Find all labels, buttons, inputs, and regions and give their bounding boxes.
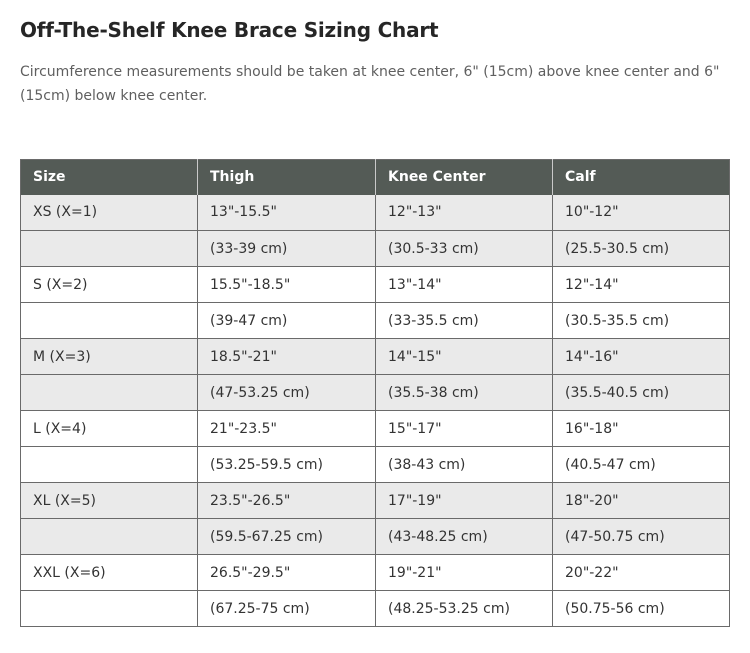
table-row	[21, 483, 730, 519]
cell-calf: (30.5-35.5 cm)	[553, 303, 730, 339]
cell-size: XS (X=1)	[21, 195, 198, 231]
cell-size	[21, 519, 198, 555]
cell-size: XXL (X=6)	[21, 555, 198, 591]
header-thigh: Thigh	[198, 160, 376, 195]
cell-thigh: (53.25-59.5 cm)	[198, 447, 376, 483]
cell-calf: 20"-22"	[553, 555, 730, 591]
cell-calf: 16"-18"	[553, 411, 730, 447]
table-row	[21, 339, 730, 375]
table-row	[21, 411, 730, 447]
cell-calf: (50.75-56 cm)	[553, 591, 730, 627]
cell-calf: (25.5-30.5 cm)	[553, 231, 730, 267]
cell-knee-center: (33-35.5 cm)	[376, 303, 553, 339]
cell-thigh: (33-39 cm)	[198, 231, 376, 267]
cell-size: XL (X=5)	[21, 483, 198, 519]
measurement-instructions: Circumference measurements should be taken at knee center, 6" (15cm) above knee center and 6" (15cm) below knee center.	[20, 64, 720, 104]
table-header-row	[21, 160, 730, 195]
table-row	[21, 519, 730, 555]
cell-calf: 12"-14"	[553, 267, 730, 303]
sizing-table	[20, 159, 730, 627]
cell-knee-center: 15"-17"	[376, 411, 553, 447]
table-row	[21, 303, 730, 339]
cell-calf: 18"-20"	[553, 483, 730, 519]
header-calf: Calf	[553, 160, 730, 195]
header-knee-center: Knee Center	[376, 160, 553, 195]
table-row	[21, 267, 730, 303]
cell-thigh: 23.5"-26.5"	[198, 483, 376, 519]
cell-knee-center: 13"-14"	[376, 267, 553, 303]
cell-knee-center: (43-48.25 cm)	[376, 519, 553, 555]
cell-calf: (35.5-40.5 cm)	[553, 375, 730, 411]
table-row	[21, 375, 730, 411]
cell-knee-center: 12"-13"	[376, 195, 553, 231]
cell-thigh: 15.5"-18.5"	[198, 267, 376, 303]
cell-size	[21, 591, 198, 627]
cell-calf: (40.5-47 cm)	[553, 447, 730, 483]
cell-thigh: (67.25-75 cm)	[198, 591, 376, 627]
table-row	[21, 555, 730, 591]
header-size: Size	[21, 160, 198, 195]
cell-thigh: 26.5"-29.5"	[198, 555, 376, 591]
cell-size	[21, 375, 198, 411]
cell-knee-center: (38-43 cm)	[376, 447, 553, 483]
table-row	[21, 447, 730, 483]
cell-calf: 10"-12"	[553, 195, 730, 231]
cell-thigh: (39-47 cm)	[198, 303, 376, 339]
cell-thigh: 21"-23.5"	[198, 411, 376, 447]
cell-knee-center: (48.25-53.25 cm)	[376, 591, 553, 627]
cell-knee-center: 14"-15"	[376, 339, 553, 375]
cell-size: S (X=2)	[21, 267, 198, 303]
cell-knee-center: 19"-21"	[376, 555, 553, 591]
table-row	[21, 195, 730, 231]
cell-size	[21, 447, 198, 483]
cell-size	[21, 303, 198, 339]
cell-size: L (X=4)	[21, 411, 198, 447]
page-title: Off-The-Shelf Knee Brace Sizing Chart	[20, 18, 439, 42]
cell-thigh: (47-53.25 cm)	[198, 375, 376, 411]
table-row	[21, 591, 730, 627]
table-row	[21, 231, 730, 267]
cell-size	[21, 231, 198, 267]
cell-calf: 14"-16"	[553, 339, 730, 375]
cell-thigh: 13"-15.5"	[198, 195, 376, 231]
cell-size: M (X=3)	[21, 339, 198, 375]
cell-knee-center: (35.5-38 cm)	[376, 375, 553, 411]
cell-calf: (47-50.75 cm)	[553, 519, 730, 555]
cell-knee-center: (30.5-33 cm)	[376, 231, 553, 267]
cell-knee-center: 17"-19"	[376, 483, 553, 519]
cell-thigh: (59.5-67.25 cm)	[198, 519, 376, 555]
cell-thigh: 18.5"-21"	[198, 339, 376, 375]
